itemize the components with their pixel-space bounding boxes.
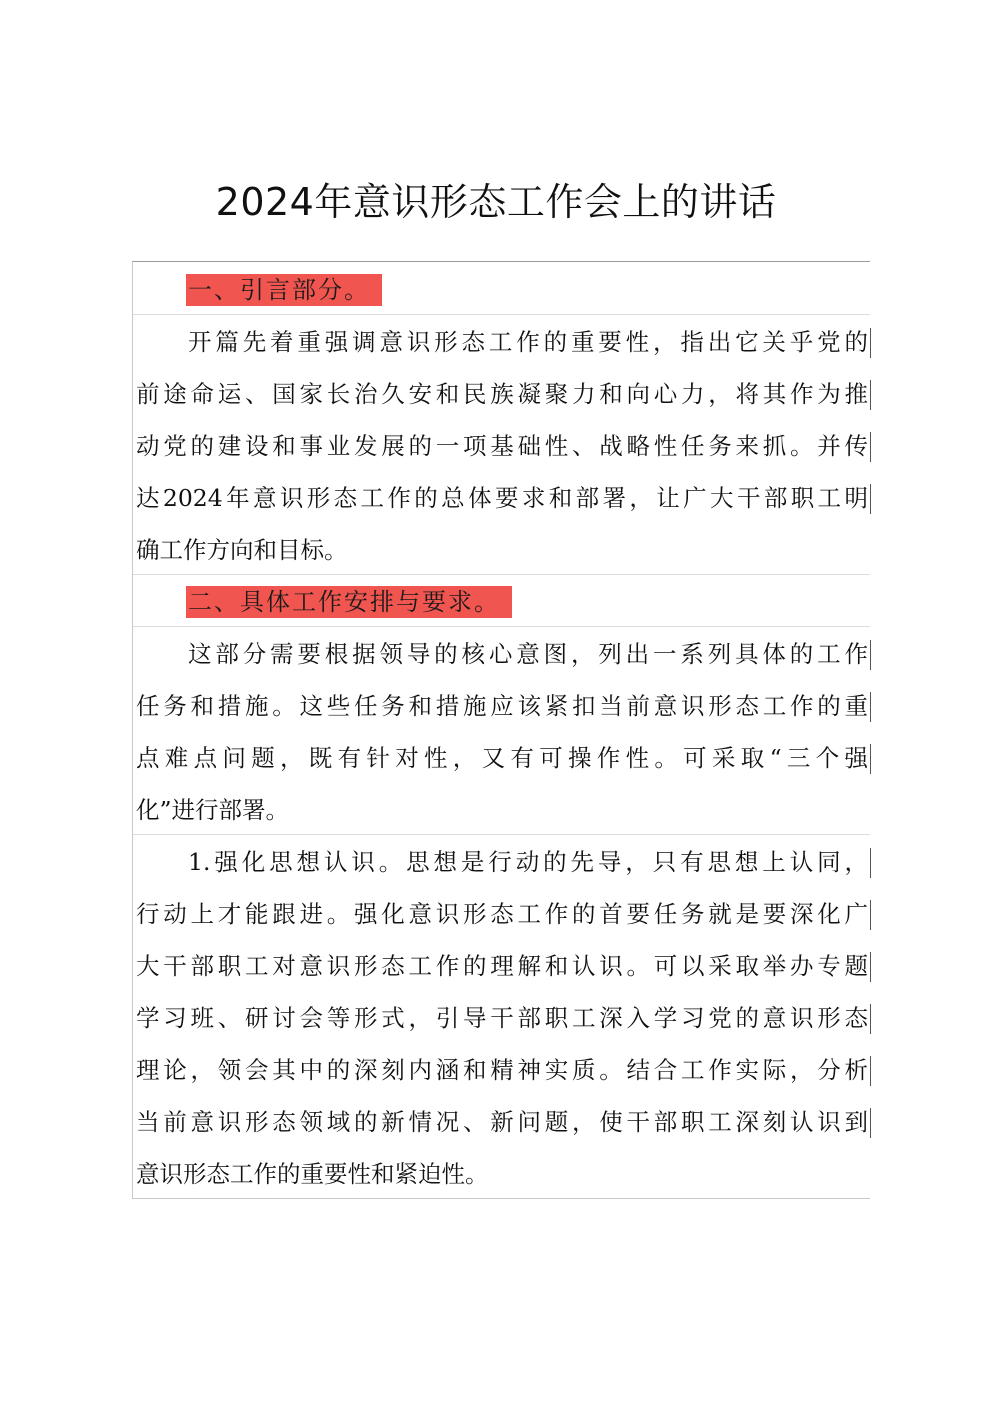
content-frame <box>132 261 870 1199</box>
paragraph-line: 行动上才能跟进。强化意识形态工作的首要任务就是要深化广 <box>133 888 870 940</box>
paragraph-line: 任务和措施。这些任务和措施应该紧扣当前意识形态工作的重 <box>133 680 870 732</box>
section-heading-work-arrangements: 二、具体工作安排与要求。 <box>186 586 512 618</box>
paragraph-line: 意识形态工作的重要性和紧迫性。 <box>136 1160 489 1188</box>
paragraph-line: 动党的建设和事业发展的一项基础性、战略性任务来抓。并传 <box>133 420 870 472</box>
paragraph-line: 1.强化思想认识。思想是行动的先导，只有思想上认同， <box>133 836 870 888</box>
paragraph-line: 化”进行部署。 <box>136 796 290 824</box>
row-divider <box>133 574 870 575</box>
paragraph-line: 点难点问题，既有针对性，又有可操作性。可采取“三个强 <box>133 732 870 784</box>
paragraph-line: 大干部职工对意识形态工作的理解和认识。可以采取举办专题 <box>133 940 870 992</box>
paragraph-line: 这部分需要根据领导的核心意图，列出一系列具体的工作 <box>133 628 870 680</box>
row-divider <box>133 834 870 835</box>
paragraph-line: 理论，领会其中的深刻内涵和精神实质。结合工作实际，分析 <box>133 1044 870 1096</box>
paragraph-work-arrangements <box>133 628 870 836</box>
paragraph-intro <box>133 316 870 576</box>
paragraph-line: 前途命运、国家长治久安和民族凝聚力和向心力，将其作为推 <box>133 368 870 420</box>
row-divider <box>133 314 870 315</box>
paragraph-line: 开篇先着重强调意识形态工作的重要性，指出它关乎党的 <box>133 316 870 368</box>
paragraph-line: 达2024年意识形态工作的总体要求和部署，让广大干部职工明 <box>133 472 870 524</box>
row-divider <box>133 626 870 627</box>
paragraph-line: 当前意识形态领域的新情况、新问题，使干部职工深刻认识到 <box>133 1096 870 1148</box>
section-heading-intro: 一、引言部分。 <box>186 274 382 306</box>
document-title: 2024年意识形态工作会上的讲话 <box>215 180 777 224</box>
paragraph-line: 学习班、研讨会等形式，引导干部职工深入学习党的意识形态 <box>133 992 870 1044</box>
paragraph-strengthen-thinking <box>133 836 870 1200</box>
paragraph-line: 确工作方向和目标。 <box>136 536 348 564</box>
